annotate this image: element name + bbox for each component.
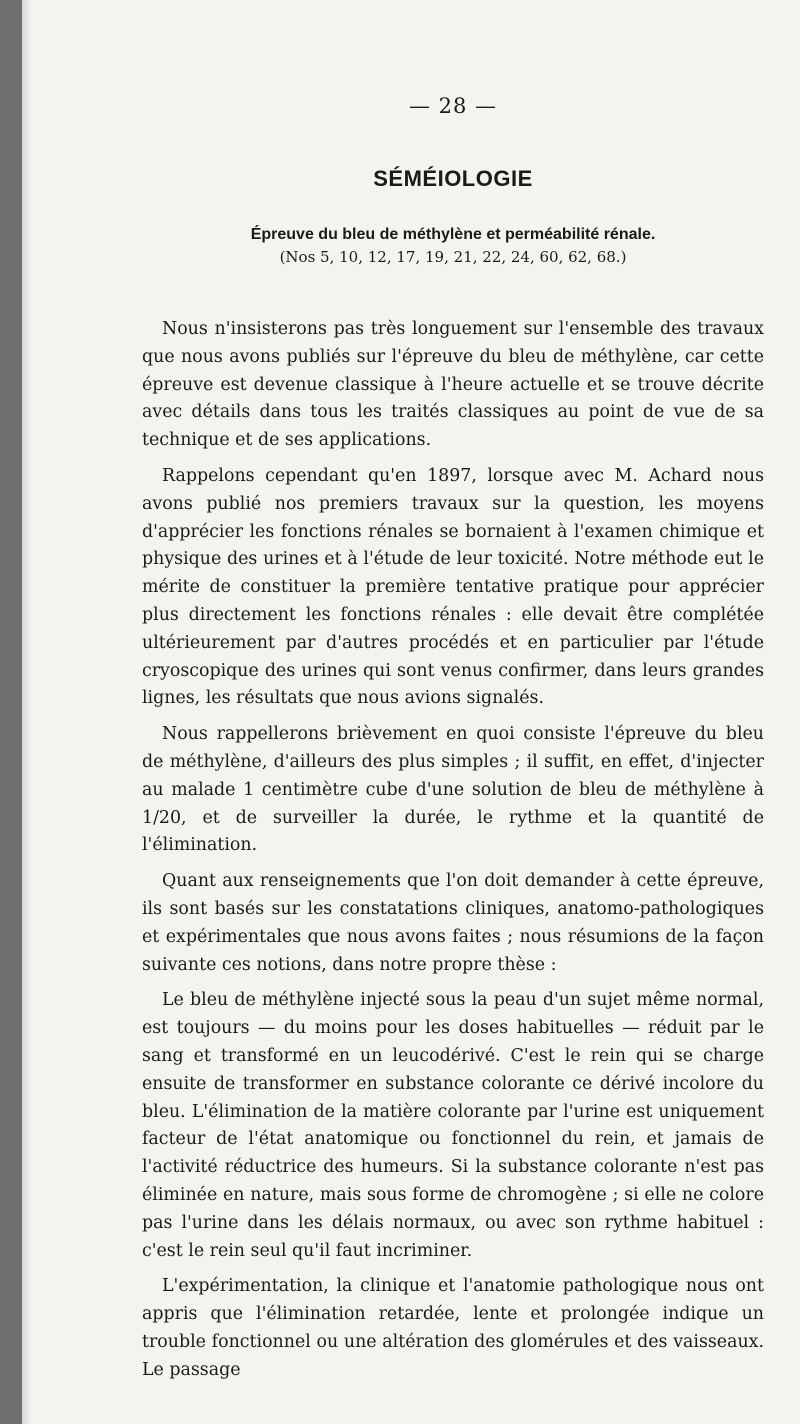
- paragraph-2: Rappelons cependant qu'en 1897, lorsque avec M. Achard nous avons publié nos premiers travaux sur la question, les moyens d'apprécier les fonctions rénales se bornaient à l'examen chimique et physique des urines et à l'étude de leur toxicité. Notre méthode eut le mérite de constituer la première tentative pratique pour apprécier plus directement les fonctions rénales : elle devait être complétée ultérieurement par d'autres procédés et en particulier par l'étude cryoscopique des urines qui sont venus confirmer, dans leurs grandes lignes, les résultats que nous avions signalés.: [142, 465, 764, 709]
- paragraph-1: Nous n'insisterons pas très longuement sur l'ensemble des travaux que nous avons publiés sur l'épreuve du bleu de méthylène, car cette épreuve est devenue classique à l'heure actuelle et se trouve décrite avec détails dans tous les traités classiques au point de vue de sa technique et de ses applications.: [142, 319, 764, 451]
- publication-references: (Nos 5, 10, 12, 17, 19, 21, 22, 24, 60, 62, 68.): [279, 248, 627, 266]
- page-number: — 28 —: [408, 94, 498, 118]
- paragraph-6: L'expérimentation, la clinique et l'anatomie pathologique nous ont appris que l'élimination retardée, lente et prolongée indique un trouble fonctionnel ou une altération des glomérules et des vaisseaux. Le passage: [142, 1276, 764, 1380]
- scan-binding-edge: [0, 0, 22, 1424]
- section-title: SÉMÉIOLOGIE: [373, 166, 533, 191]
- paragraph-3: Nous rappellerons brièvement en quoi consiste l'épreuve du bleu de méthylène, d'ailleurs des plus simples ; il suffit, en effet, d'injecter au malade 1 centimètre cube d'une solution de bleu de méthylène à 1/20, et de surveiller la durée, le rythme et la quantité de l'élimination.: [142, 724, 764, 856]
- paragraph-5: Le bleu de méthylène injecté sous la peau d'un sujet même normal, est toujours — du moins pour les doses habituelles — réduit par le sang et transformé en un leucodérivé. C'est le rein qui se charge ensuite de transformer en substance colorante ce dérivé incolore du bleu. L'élimination de la matière colorante par l'urine est uniquement facteur de l'état anatomique ou fonctionnel du rein, et jamais de l'activité réductrice des humeurs. Si la substance colorante n'est pas éliminée en nature, mais sous forme de chromogène ; si elle ne colore pas l'urine dans les délais normaux, ou avec son rythme habituel : c'est le rein seul qu'il faut incriminer.: [142, 990, 764, 1261]
- page-content: [142, 92, 764, 1390]
- scan-binding-shadow: [22, 0, 32, 1424]
- subsection-title: Épreuve du bleu de méthylène et perméabilité rénale.: [250, 226, 656, 243]
- paragraph-4: Quant aux renseignements que l'on doit demander à cette épreuve, ils sont basés sur les constatations cliniques, anatomo-pathologiques et expérimentales que nous avons faites ; nous résumions de la façon suivante ces notions, dans notre propre thèse :: [142, 871, 764, 975]
